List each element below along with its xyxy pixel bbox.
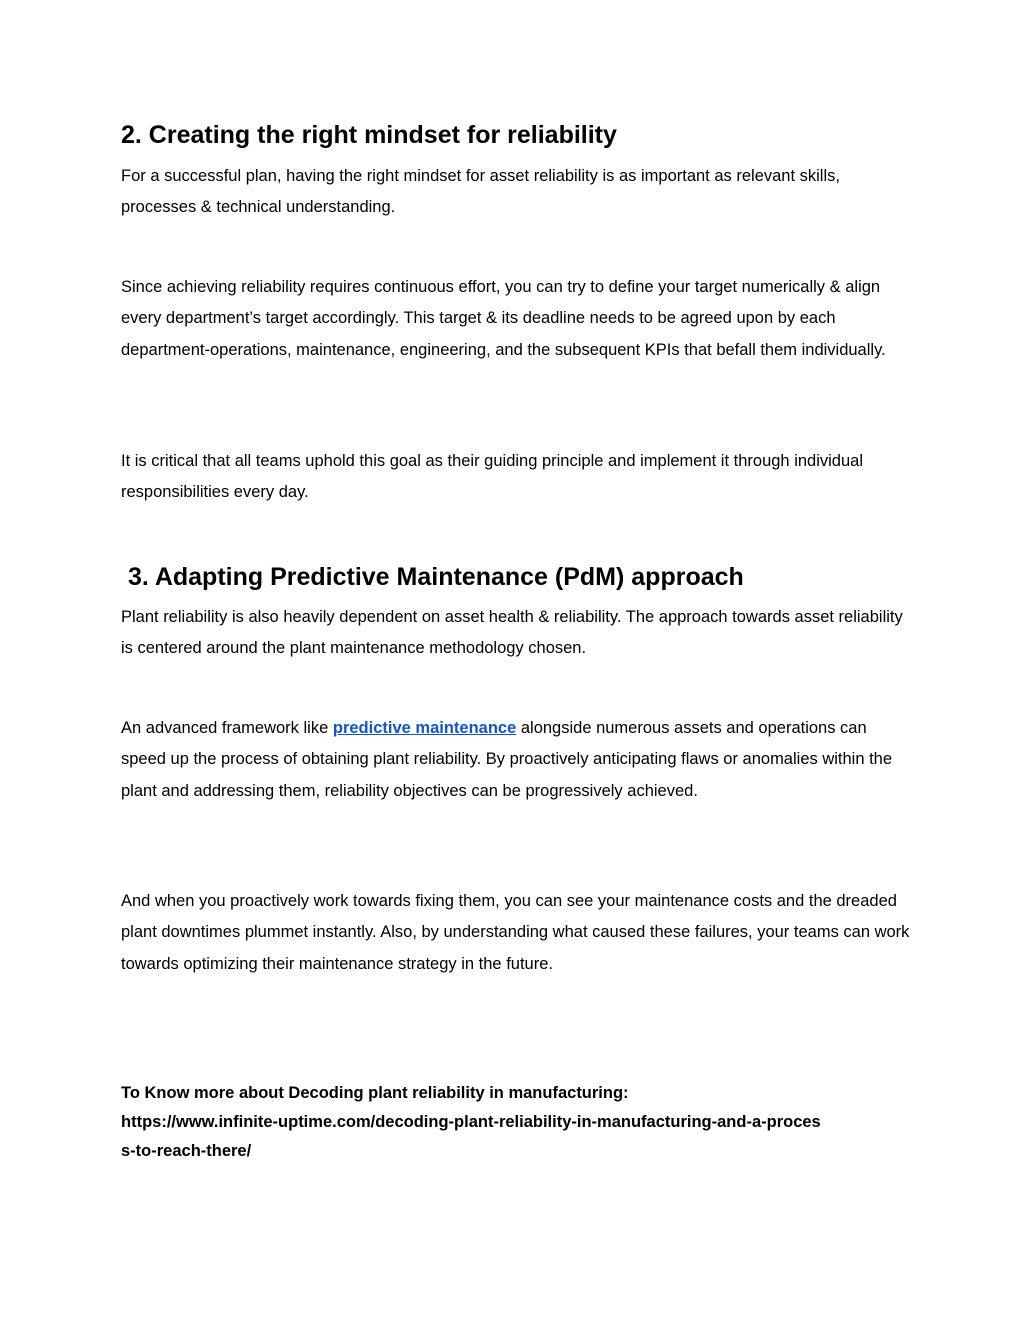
footer-url-line-2: s-to-reach-there/ [121,1142,252,1160]
section-3-paragraph-3: And when you proactively work towards fixing them, you can see your maintenance costs and the dreaded plant downtimes plummet instantly. Also, by understanding what caused these failures, your teams can work towards optimizing their maintenance strategy in the future. [121,892,910,973]
footer-url-line-1: https://www.infinite-uptime.com/decoding-plant-reliability-in-manufacturing-and-a-proces [121,1113,821,1131]
paragraph-text: alongside numerous assets and operations can speed up the process of obtaining plant reliability. By proactively anticipating flaws or anomalies within the plant and addressing them, reliability objectives can be progressively achieved. [121,719,893,800]
paragraph-text: An advanced framework like [121,719,333,737]
section-3-paragraph-2 [121,713,911,807]
section-2-paragraph-3: It is critical that all teams uphold this goal as their guiding principle and implement it through individual responsibilities every day. [121,452,863,502]
section-2-heading: 2. Creating the right mindset for reliability [121,121,617,149]
section-3-paragraph-1: Plant reliability is also heavily dependent on asset health & reliability. The approach towards asset reliability is centered around the plant maintenance methodology chosen. [121,608,903,658]
predictive-maintenance-link[interactable]: predictive maintenance [332,719,517,737]
footer-reference [121,1079,911,1166]
section-3-heading: 3. Adapting Predictive Maintenance (PdM) approach [121,563,744,591]
section-2-paragraph-2: Since achieving reliability requires continuous effort, you can try to define your target numerically & align every department’s target accordingly. This target & its deadline needs to be agreed upon by each department-operations, maintenance, engineering, and the subsequent KPIs that befall them individually. [121,278,886,359]
footer-label: To Know more about Decoding plant reliability in manufacturing: [121,1084,629,1102]
section-2-paragraph-1: For a successful plan, having the right mindset for asset reliability is as important as relevant skills, processes & technical understanding. [121,167,840,217]
